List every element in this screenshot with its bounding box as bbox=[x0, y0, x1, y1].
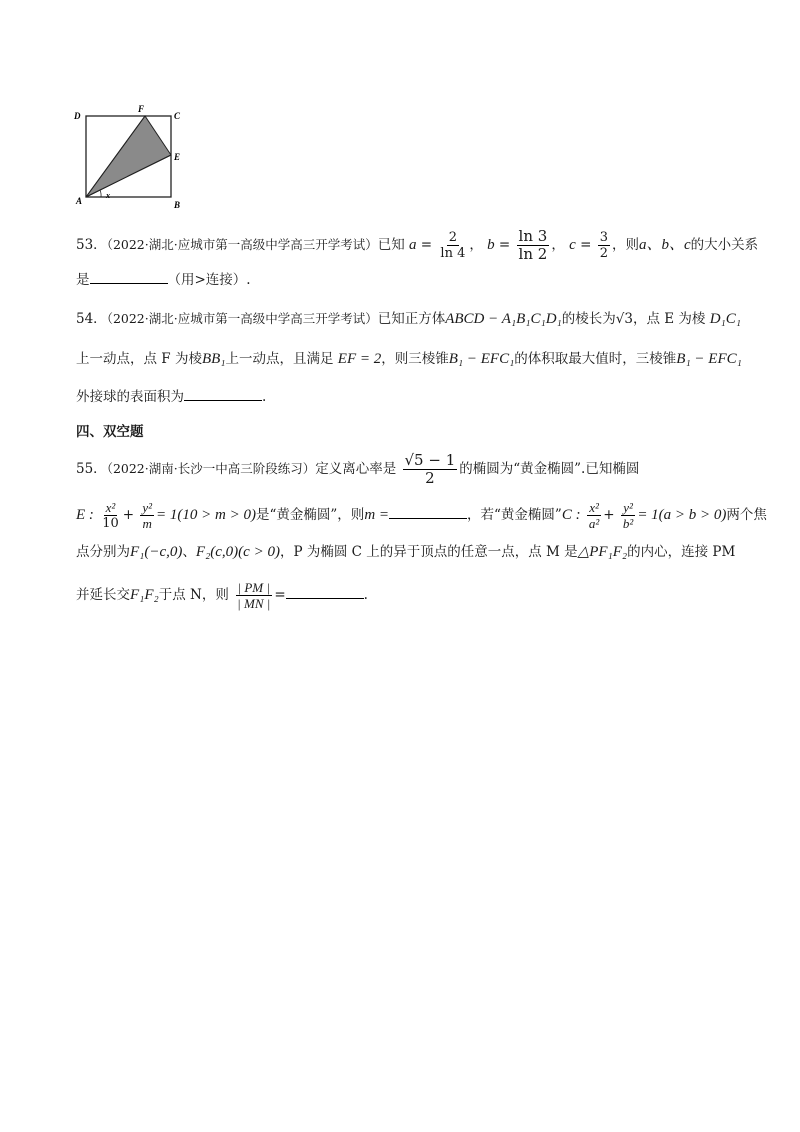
q53-line2: 是 （用>连接）. bbox=[76, 272, 251, 288]
q55-line4: 并延长交F₁F₂于点 N，则 $\frac{| PM |}{| MN |}$ = . bbox=[76, 580, 368, 611]
label-D: D bbox=[74, 111, 81, 121]
q54-answer-blank[interactable] bbox=[184, 388, 262, 401]
section-heading: 四、双空题 bbox=[76, 424, 144, 440]
angle-arc bbox=[100, 190, 101, 197]
label-C: C bbox=[174, 111, 181, 121]
q53-answer-blank[interactable] bbox=[90, 271, 168, 284]
var-a: a bbox=[409, 237, 417, 253]
q55-line1: 55．（2022·湖南·长沙一中高三阶段练习）定义离心率是 $\frac{√5 - 1}{2}$ 的椭圆为“黄金椭圆”.已知椭圆 bbox=[76, 451, 640, 487]
var-b: b bbox=[487, 237, 495, 253]
b-fraction: $\frac{\ln 3}{\ln 2}$ bbox=[518, 227, 548, 263]
label-x: x bbox=[106, 191, 110, 200]
label-E: E bbox=[174, 152, 181, 162]
a-fraction: $\frac{2}{\ln 4}$ bbox=[440, 230, 466, 261]
E-x-fraction: $\frac{\text{x²}}{10}$ bbox=[102, 500, 119, 531]
ratio-fraction: $\frac{| PM |}{| MN |}$ bbox=[237, 580, 271, 611]
q54-line3: 外接球的表面积为 . bbox=[76, 389, 267, 405]
label-B: B bbox=[174, 200, 181, 210]
q55-answer-blank-1[interactable] bbox=[389, 506, 467, 519]
geometry-figure bbox=[70, 100, 200, 215]
label-F: F bbox=[138, 104, 145, 114]
cube-name: ABCD − A₁B₁C₁D₁ bbox=[445, 311, 562, 327]
E-y-fraction: $\frac{\text{y²}}{m}$ bbox=[142, 500, 153, 531]
var-c: c bbox=[569, 237, 576, 253]
label-A: A bbox=[76, 196, 83, 206]
C-x-fraction: $\frac{\text{x²}}{\text{a²}}$ bbox=[588, 500, 600, 531]
q53-line1: 53．（2022·湖北·应城市第一高级中学高三开学考试）已知 a = $\frac{2}{\ln 4}$ ， b = $\frac{\ln 3}{\ln 2}$ ， c = $\frac{3}{2}$ ，则a、b、c的大小关系 bbox=[76, 227, 759, 263]
q55-line2: E : $\frac{\text{x²}}{10}$ + $\frac{\text{y²}}{m}$ = 1(10 > m > 0)是“黄金椭圆”，则m = ，若“黄金椭圆”C : $\frac{\text{x²}}{\text{a²}}$ + $\frac{\text{y²}}{\text{b²}}$ = 1(a > b > 0)两个焦 bbox=[76, 500, 767, 531]
q55-line3: 点分别为F₁(−c,0)、F₂(c,0)(c > 0)，P 为椭圆 C 上的异于顶点的任意一点，点 M 是△PF₁F₂的内心，连接 PM bbox=[76, 544, 736, 560]
q54-line2: 上一动点，点 F 为棱BB₁上一动点，且满足 EF = 2，则三棱锥B₁ − EFC₁的体积取最大值时，三棱锥B₁ − EFC₁ bbox=[76, 351, 742, 367]
q53-text: 已知 bbox=[377, 237, 405, 253]
C-y-fraction: $\frac{\text{y²}}{\text{b²}}$ bbox=[622, 500, 634, 531]
q53-number: 53． bbox=[76, 237, 107, 253]
q53-source: （2022·湖北·应城市第一高级中学高三开学考试） bbox=[106, 237, 378, 252]
q54-line1: 54．（2022·湖北·应城市第一高级中学高三开学考试）已知正方体ABCD − A₁B₁C₁D₁的棱长为√3，点 E 为棱 D₁C₁ bbox=[76, 311, 741, 327]
shaded-triangle-AFE bbox=[86, 116, 171, 197]
eccentricity-fraction: $\frac{√5 - 1}{2}$ bbox=[404, 451, 456, 487]
c-fraction: $\frac{3}{2}$ bbox=[599, 230, 608, 261]
q55-answer-blank-2[interactable] bbox=[286, 586, 364, 599]
